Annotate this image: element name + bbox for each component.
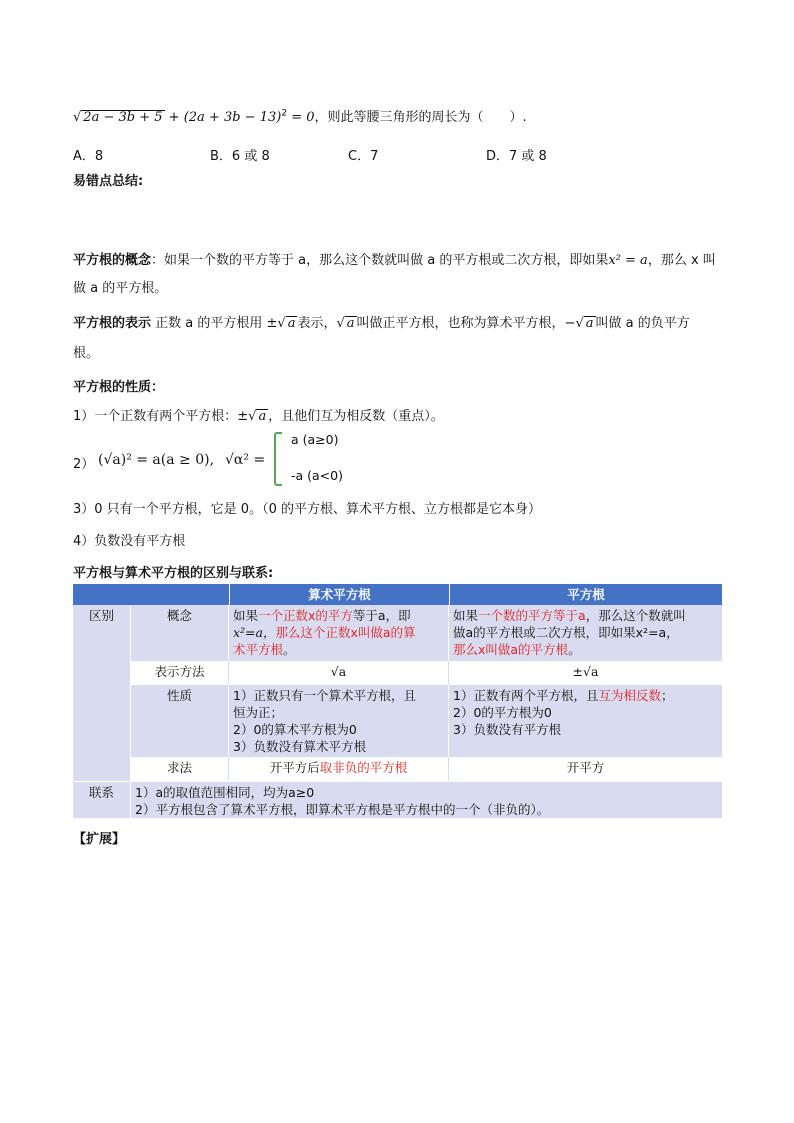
summary-label: 易错点总结: (73, 174, 144, 189)
option-d: D．7 或 8 (486, 149, 547, 164)
sq-method: 开平方 (449, 757, 722, 781)
sq-concept-c: ，那么这个数就叫 (585, 608, 686, 623)
property-2-case-2: -a (a<0) (291, 468, 343, 483)
representation-line-1 (73, 312, 690, 331)
arith-prop-4: 3）负数没有算术平方根 (233, 739, 366, 754)
arith-concept-e: 那么这个正数x叫做a的算 (275, 625, 416, 640)
arith-concept-g: 。 (283, 642, 296, 657)
property-4: 4）负数没有平方根 (73, 534, 186, 549)
arith-method (229, 757, 449, 781)
plus-sign: + (168, 110, 180, 125)
concept-line-2: 做 a 的平方根。 (73, 281, 168, 296)
sqrt-a: a (287, 316, 296, 331)
concept-text-2: ，那么 x 叫 (647, 253, 716, 268)
diff-title: 平方根与算术平方根的区别与联系: (73, 566, 274, 581)
sqrt-icon: √ (277, 316, 286, 331)
properties-title: 平方根的性质： (73, 380, 165, 395)
sq-prop-1c: ； (660, 688, 674, 703)
lianxi-label: 联系 (73, 781, 131, 818)
concept-text-1: ：如果一个数的平方等于 a，那么这个数就叫做 a 的平方根或二次方根，即如果 (151, 253, 609, 268)
case-brace (274, 432, 282, 486)
property-2-number: 2） (73, 457, 95, 472)
question-line (73, 106, 527, 125)
sq-prop-3: 3）负数没有平方根 (453, 722, 561, 737)
sq-concept-d: 做a的平方根或二次方根，即如果x²=a， (453, 625, 679, 640)
arith-concept-a: 如果 (233, 608, 259, 623)
concept-formula: x² = a (608, 253, 648, 268)
row-repr-label: 表示方法 (131, 661, 229, 685)
arith-prop-1: 1）正数只有一个算术平方根，且 (233, 688, 416, 703)
arith-repr: √a (229, 661, 449, 685)
exponent: 2 (281, 108, 288, 119)
arith-prop (229, 685, 449, 757)
question-tail: ，则此等腰三角形的周长为（ ）. (314, 110, 527, 125)
arith-concept-d: x²=a， (233, 625, 276, 640)
sqrt-expression: 2a − 3b + 5 (83, 110, 163, 125)
row-prop-label: 性质 (131, 685, 229, 757)
arith-prop-3: 2）0的算术平方根为0 (233, 722, 357, 737)
sq-prop (449, 685, 722, 757)
sqrt-icon: √ (248, 409, 257, 424)
property-1-text-a: 1）一个正数有两个平方根：± (73, 409, 249, 424)
sq-concept-e: 那么x叫做a的平方根 (453, 642, 569, 657)
lianxi-1: 1）a的取值范围相同，均为a≥0 (135, 785, 315, 800)
sq-concept (449, 605, 722, 661)
arith-concept-f: 术平方根 (233, 642, 284, 657)
sqrt-a: a (258, 409, 267, 424)
diff-label: 区别 (73, 605, 131, 781)
header-square: 平方根 (449, 584, 722, 605)
row-concept-label: 概念 (131, 605, 229, 661)
representation-text-1: 正数 a 的平方根用 ± (151, 316, 278, 331)
property-2-sqrt: √α² = (225, 452, 266, 468)
arith-method-a: 开平方后 (269, 760, 320, 775)
option-a: A．8 (73, 149, 104, 164)
sqrt-a: a (346, 316, 355, 331)
arith-concept-c: 等于a，即 (352, 608, 411, 623)
sqrt-icon: √ (73, 110, 82, 125)
representation-label: 平方根的表示 (73, 316, 152, 331)
header-blank (73, 584, 229, 605)
arith-concept-b: 一个正数x的平方 (258, 608, 353, 623)
sq-repr: ±√a (449, 661, 722, 685)
property-1 (73, 405, 444, 424)
sq-prop-2: 2）0的平方根为0 (453, 705, 552, 720)
comparison-table (73, 584, 722, 818)
sqrt-icon: √ (336, 316, 345, 331)
sq-prop-1a: 1）正数有两个平方根，且 (453, 688, 599, 703)
header-arith: 算术平方根 (229, 584, 449, 605)
lianxi-2: 2）平方根包含了算术平方根，即算术平方根是平方根中的一个（非负的）。 (135, 802, 550, 817)
paren-expression: (2a + 3b − 13) (183, 110, 282, 125)
sqrt-a: a (585, 316, 594, 331)
representation-text-2: 表示， (297, 316, 337, 331)
concept-label: 平方根的概念 (73, 253, 152, 268)
concept-line-1 (73, 249, 716, 268)
expand-label: 【扩展】 (73, 832, 126, 847)
property-2-formula: (√a)² = a(a ≥ 0), (98, 452, 215, 468)
sq-prop-1b: 互为相反数 (598, 688, 661, 703)
equals-zero: = 0 (291, 110, 315, 125)
property-2-case-1: a (a≥0) (291, 432, 339, 447)
sq-concept-f: 。 (568, 642, 581, 657)
option-c: C．7 (348, 149, 379, 164)
sq-prop-1 (453, 687, 718, 704)
representation-text-4: 叫做 a 的负平方 (595, 316, 690, 331)
representation-line-2: 根。 (73, 346, 100, 361)
sq-concept-a: 如果 (453, 608, 479, 623)
arith-method-b: 取非负的平方根 (319, 760, 408, 775)
option-b: B．6 或 8 (210, 149, 270, 164)
arith-concept (229, 605, 449, 661)
property-1-text-b: ，且他们互为相反数（重点）。 (268, 409, 444, 424)
row-method-label: 求法 (131, 757, 229, 781)
representation-text-3: 叫做正平方根，也称为算术平方根，− (356, 316, 576, 331)
lianxi-content (131, 781, 722, 818)
sqrt-icon: √ (575, 316, 584, 331)
arith-prop-2: 恒为正； (233, 705, 284, 720)
property-3: 3）0 只有一个平方根，它是 0。（0 的平方根、算术平方根、立方根都是它本身） (73, 502, 541, 517)
sq-concept-b: 一个数的平方等于a (478, 608, 586, 623)
